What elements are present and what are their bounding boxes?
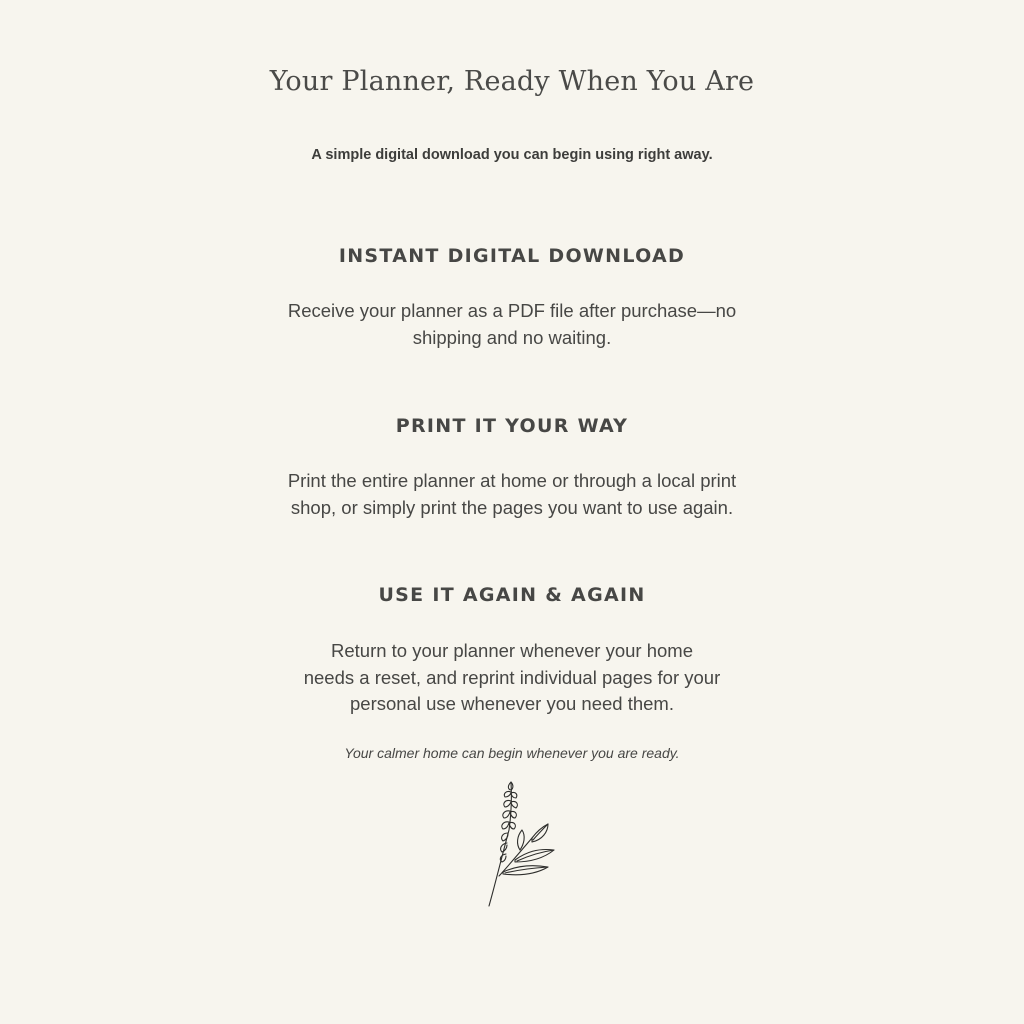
section-body-line: Return to your planner whenever your home bbox=[331, 640, 693, 661]
section-body-line: personal use whenever you need them. bbox=[350, 693, 674, 714]
page-title: Your Planner, Ready When You Are bbox=[269, 66, 755, 97]
section-body-line: Print the entire planner at home or through a local print bbox=[287, 470, 737, 491]
section-heading-reuse: USE IT AGAIN & AGAIN bbox=[378, 584, 646, 606]
section-body-line: needs a reset, and reprint individual pages for your bbox=[303, 666, 721, 688]
page-subtitle: A simple digital download you can begin using right away. bbox=[311, 147, 713, 163]
section-body-line: Receive your planner as a PDF file after purchase—no bbox=[287, 300, 737, 321]
botanical-sprig-icon bbox=[482, 776, 562, 910]
section-body-reuse bbox=[262, 638, 762, 718]
section-body-print bbox=[252, 468, 772, 521]
closing-note: Your calmer home can begin whenever you are ready. bbox=[344, 745, 680, 761]
section-body-line: shop, or simply print the pages you want to use again. bbox=[290, 496, 734, 518]
section-body-line: shipping and no waiting. bbox=[412, 326, 612, 348]
section-heading-download: INSTANT DIGITAL DOWNLOAD bbox=[338, 245, 686, 267]
section-body-download bbox=[262, 298, 762, 351]
section-heading-print: PRINT IT YOUR WAY bbox=[395, 415, 629, 437]
